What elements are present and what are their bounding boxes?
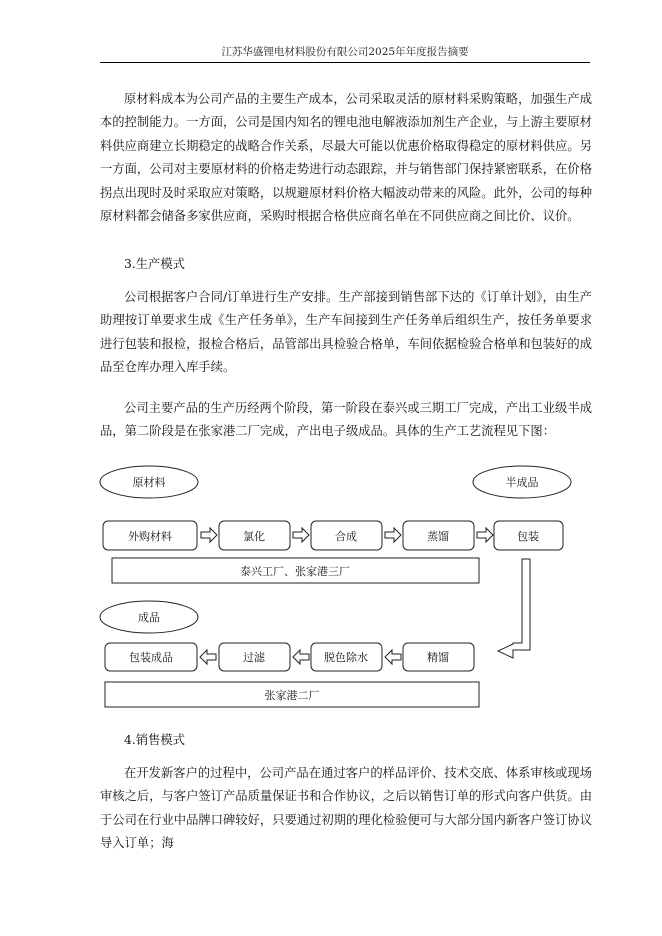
step-distillation-label: 蒸馏 [427, 530, 449, 543]
arrow-left-icon [200, 650, 216, 664]
arrow-left-icon [293, 650, 309, 664]
production-paragraph-2: 公司主要产品的生产历经两个阶段，第一阶段在泰兴或三期工厂完成，产出工业级半成品，第二阶段是在张家港二厂完成，产出电子级成品。具体的生产工艺流程见下图： [100, 401, 592, 439]
production-mode-heading: 3.生产模式 [124, 257, 185, 271]
arrow-right-icon [477, 528, 493, 542]
semi-finished-oval [473, 466, 571, 498]
production-paragraph-1: 公司根据客户合同/订单进行生产安排。生产部接到销售部下达的《订单计划》，由生产助理按订单要求生成《生产任务单》，生产车间接到生产任务单后组织生产，按任务单要求进行包装和报检，报检合格后，品管部出具检验合格单，车间依据检验合格单和包装好的成品至仓库办理入库手续。 [100, 290, 592, 375]
finished-product-oval-label: 成品 [138, 611, 160, 624]
arrow-right-icon [293, 528, 309, 542]
step-packaging-label: 包装 [517, 530, 539, 543]
step-synthesis [311, 521, 382, 550]
step-chlorination-label: 氯化 [243, 530, 265, 543]
step-filtration [219, 643, 290, 671]
step-chlorination [219, 521, 290, 550]
bent-arrow-down-left-icon [498, 559, 530, 658]
finished-product-oval [100, 601, 198, 633]
sales-paragraph: 在开发新客户的过程中，公司产品在通过客户的样品评价、技术交底、体系审核或现场审核之后，与客户签订产品质量保证书和合作协议，之后以销售订单的形式向客户供货。由于公司在行业中品牌口碑较好，只要通过初期的理化检验便可与大部分国内新客户签订协议导入订单；海 [100, 766, 592, 851]
step-decolor-dehydrate-label: 脱色除水 [324, 651, 368, 664]
step-packaged-product-label: 包装成品 [129, 651, 173, 664]
step-packaged-product [105, 643, 197, 671]
step-packaging [494, 521, 563, 550]
semi-finished-oval-label: 半成品 [505, 476, 539, 489]
raw-material-oval [100, 466, 198, 498]
raw-material-paragraph: 原材料成本为公司产品的主要生产成本，公司采取灵活的原材料采购策略，加强生产成本的控制能力。一方面，公司是国内知名的锂电池电解液添加剂生产企业，与上游主要原材料供应商建立长期稳定的战略合作关系，尽最大可能以优惠价格取得稳定的原材料供应。另一方面，公司对主要原材料的价格走势进行动态跟踪，并与销售部门保持紧密联系，在价格拐点出现时及时采取应对策略，以规避原材料价格大幅波动带来的风险。此外，公司的每种原材料都会储备多家供应商，采购时根据合格供应商名单在不同供应商之间比价、议价。 [100, 92, 592, 224]
stage2-location-bar [105, 682, 479, 707]
stage1-location-label: 泰兴工厂、张家港三厂 [240, 565, 350, 578]
step-decolor-dehydrate [311, 643, 382, 671]
stage1-location-bar [112, 558, 479, 583]
raw-material-oval-label: 原材料 [132, 476, 166, 489]
step-distillation [403, 521, 474, 550]
arrow-right-icon [385, 528, 401, 542]
stage2-location-label: 张家港二厂 [264, 689, 320, 702]
step-purchased-materials [103, 521, 197, 550]
step-purchased-materials-label: 外购材料 [128, 530, 172, 543]
arrow-right-icon [201, 528, 217, 542]
sales-mode-heading: 4.销售模式 [124, 733, 185, 747]
page-header: 江苏华盛锂电材料股份有限公司2025年年度报告摘要 [221, 46, 469, 58]
step-synthesis-label: 合成 [335, 530, 357, 543]
arrow-left-icon [385, 650, 401, 664]
step-rectification [403, 643, 474, 671]
step-rectification-label: 精馏 [427, 651, 449, 664]
step-filtration-label: 过滤 [243, 651, 265, 664]
